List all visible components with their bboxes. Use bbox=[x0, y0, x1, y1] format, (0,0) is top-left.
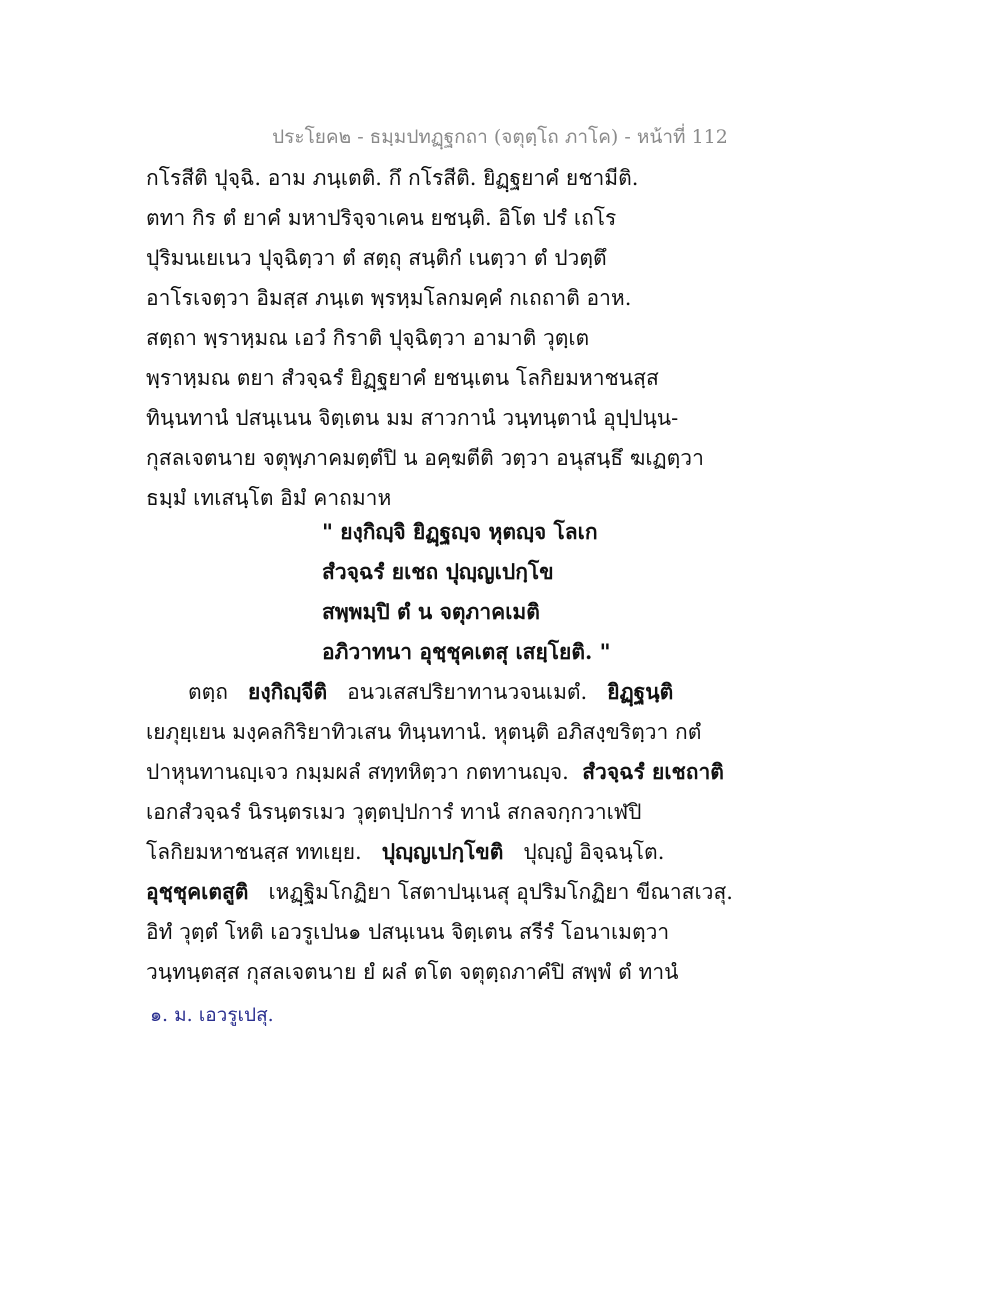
text-line: พฺราหฺมณ ตยา สํวจฺฉรํ ยิฏฺฐยาคํ ยชนฺเตน โลกิยมหาชนสฺส bbox=[146, 366, 659, 390]
verse-line: อภิวาทนา อุชฺชุคเตสุ เสยฺโยติ. " bbox=[322, 639, 611, 664]
text-line: ตทา กิร ตํ ยาคํ มหาปริจฺจาเคน ยชนฺติ. อิโต ปรํ เถโร bbox=[146, 206, 617, 230]
text-line: อาโรเจตฺวา อิมสฺส ภนฺเต พฺรหฺมโลกมคฺคํ กเถถาติ อาห. bbox=[146, 286, 632, 310]
text-line bbox=[146, 872, 846, 912]
text-line: เอกสํวจฺฉรํ นิรนฺตรเมว วุตฺตปฺปการํ ทานํ สกลจกฺกวาเฬปิ bbox=[146, 800, 642, 824]
verse-line: " ยงฺกิญฺจิ ยิฏฺฐญฺจ หุตญฺจ โลเก bbox=[322, 519, 598, 544]
text-span: เหฏฺฐิมโกฏิยา โสตาปนฺเนสุ อุปริมโกฏิยา ขีณาสเวสุ. bbox=[268, 880, 733, 904]
text-line: ธมฺมํ เทเสนฺโต อิมํ คาถมาห bbox=[146, 486, 392, 510]
text-span: ปุญฺญํ อิจฺฉนฺโต. bbox=[523, 840, 665, 864]
bold-term: อุชฺชุคเตสูติ bbox=[146, 879, 249, 904]
text-line: ปุริมนเยเนว ปุจฺฉิตฺวา ตํ สตฺถุ สนฺติกํ เนตฺวา ตํ ปวตฺตึ bbox=[146, 246, 607, 270]
text-span: อนวเสสปริยาทานวจนเมตํ. bbox=[347, 680, 588, 704]
bold-term: สํวจฺฉรํ ยเชถาติ bbox=[582, 759, 724, 784]
footnote: ๑. ม. เอวรูเปสุ. bbox=[150, 1004, 274, 1026]
page-header: ประโยค๒ - ธมฺมปทฏฺฐกถา (จตุตฺโถ ภาโค) - หน้าที่ 112 bbox=[272, 126, 728, 148]
text-line: วนฺทนฺตสฺส กุสลเจตนาย ยํ ผลํ ตโต จตุตฺถภาคํปิ สพฺพํ ตํ ทานํ bbox=[146, 960, 679, 984]
text-line: อิทํ วุตฺตํ โหติ เอวรูเปน๑ ปสนฺเนน จิตฺเตน สรีรํ โอนาเมตฺวา bbox=[146, 920, 670, 944]
verse-block bbox=[322, 512, 822, 672]
text-line bbox=[146, 832, 846, 872]
text-line bbox=[146, 672, 846, 712]
text-span: โลกิยมหาชนสฺส ททเยฺย. bbox=[146, 840, 362, 864]
text-line: ทินฺนทานํ ปสนฺเนน จิตฺเตน มม สาวกานํ วนฺทนฺตานํ อุปฺปนฺน- bbox=[146, 406, 679, 430]
text-line: สตฺถา พฺราหฺมณ เอวํ กิราติ ปุจฺฉิตฺวา อามาติ วุตฺเต bbox=[146, 326, 590, 350]
text-span: ตตฺถ bbox=[188, 680, 228, 704]
text-span: ปาหุนทานญฺเจว กมฺมผลํ สทฺทหิตฺวา กตทานญฺจ. bbox=[146, 760, 569, 784]
paragraph-2 bbox=[146, 672, 846, 992]
text-line bbox=[146, 752, 846, 792]
text-line: กุสลเจตนาย จตุพฺภาคมตฺตํปิ น อคฺฆตีติ วตฺวา อนุสนฺธึ ฆเฏตฺวา bbox=[146, 446, 704, 470]
bold-term: ยงฺกิญฺจีติ bbox=[248, 679, 328, 704]
bold-term: ปุญฺญเปกฺโขติ bbox=[381, 839, 504, 864]
paragraph-1 bbox=[146, 158, 846, 518]
verse-line: สํวจฺฉรํ ยเชถ ปุญฺญเปกฺโข bbox=[322, 559, 554, 584]
bold-term: ยิฏฺฐนฺติ bbox=[607, 679, 674, 704]
verse-line: สพฺพมฺปิ ตํ น จตุภาคเมติ bbox=[322, 599, 540, 624]
text-line: เยภุยฺเยน มงฺคลกิริยาทิวเสน ทินฺนทานํ. หุตนฺติ อภิสงฺขริตฺวา กตํ bbox=[146, 720, 702, 744]
text-line: กโรสีติ ปุจฺฉิ. อาม ภนฺเตติ. กึ กโรสีติ. ยิฏฺฐยาคํ ยชามีติ. bbox=[146, 166, 639, 190]
